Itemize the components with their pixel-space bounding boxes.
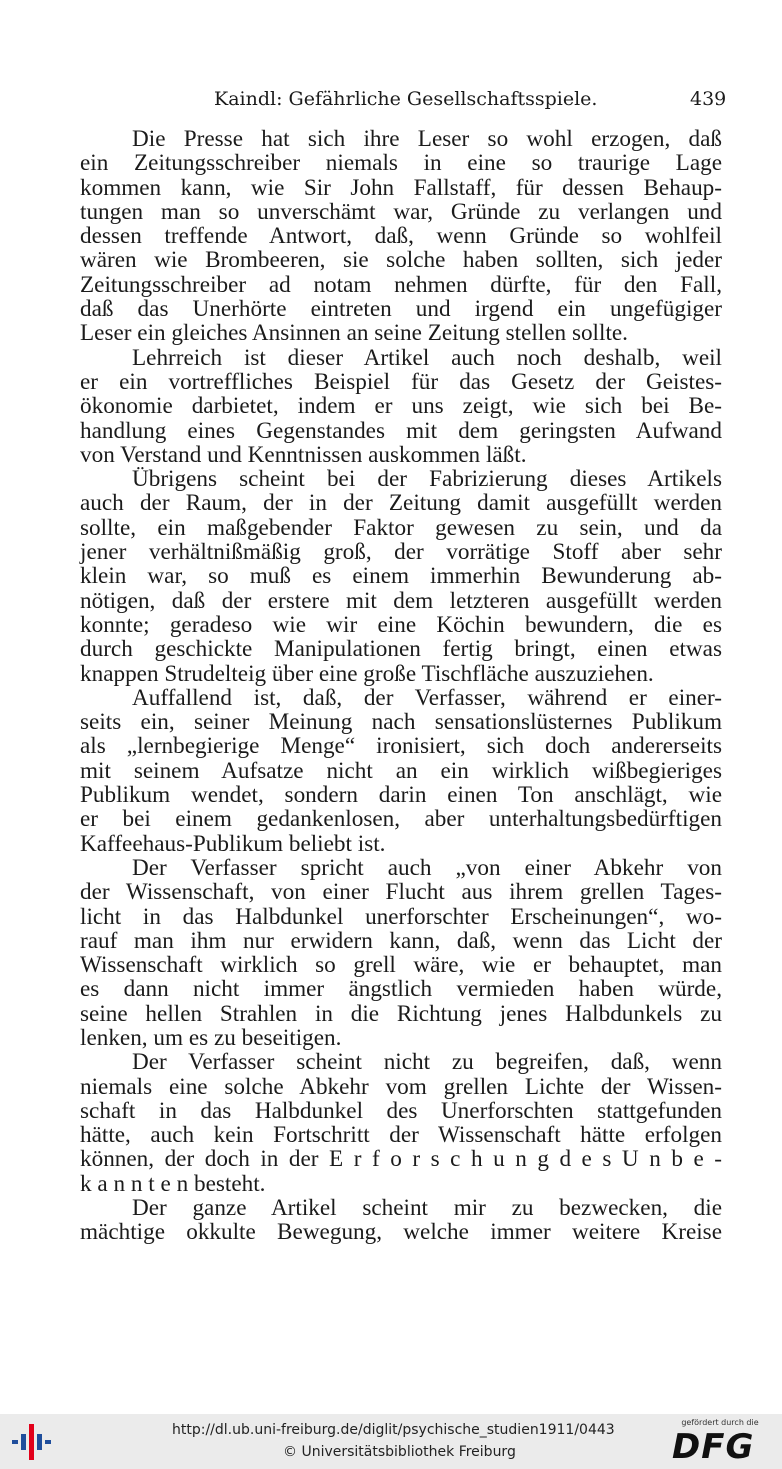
text-line: k a n n t e n besteht. [80, 1170, 266, 1197]
text-line: lenken, um es zu beseitigen. [80, 1024, 342, 1051]
page-body-text [80, 127, 722, 1245]
text-line: niemals eine solche Abkehr vom grellen Lichte der Wissen- [80, 1073, 722, 1100]
text-line: Lehrreich ist dieser Artikel auch noch deshalb, weil [132, 344, 722, 371]
copyright-notice: © Universitätsbibliothek Freiburg [283, 1444, 516, 1460]
text-line: auch der Raum, der in der Zeitung damit ausgefüllt werden [80, 490, 722, 517]
text-line: tungen man so unverschämt war, Gründe zu verlangen und [80, 198, 722, 225]
text-line: Der Verfasser spricht auch „von einer Abkehr von [132, 854, 722, 881]
text-line: nötigen, daß der erstere mit dem letzteren ausgefüllt werden [80, 587, 722, 614]
text-line: mit seinem Aufsatze nicht an ein wirklich wißbegieriges [80, 757, 722, 784]
text-line: dessen treffende Antwort, daß, wenn Gründe so wohlfeil [80, 223, 722, 250]
page-number: 439 [690, 88, 727, 110]
text-line: jener verhältnißmäßig groß, der vorrätige Stoff aber sehr [80, 539, 722, 566]
text-line: Wissenschaft wirklich so grell wäre, wie er behauptet, man [80, 952, 722, 979]
text-line: von Verstand und Kenntnissen auskommen läßt. [80, 441, 527, 468]
text-line: ökonomie darbietet, indem er uns zeigt, wie sich bei Be- [80, 393, 722, 420]
text-line: er bei einem gedankenlosen, aber unterhaltungsbedürftigen [80, 806, 722, 833]
running-header [0, 82, 782, 116]
text-line: Zeitungsschreiber ad notam nehmen dürfte, für den Fall, [80, 271, 722, 298]
text-line: licht in das Halbdunkel unerforschter Erscheinungen“, wo- [80, 903, 722, 930]
text-line: sollte, ein maßgebender Faktor gewesen zu sein, und da [80, 514, 722, 541]
text-line: klein war, so muß es einem immerhin Bewunderung ab- [80, 563, 722, 590]
footer-bar [0, 1414, 782, 1469]
text-line: Der Verfasser scheint nicht zu begreifen, daß, wenn [132, 1049, 722, 1076]
text-line: seine hellen Strahlen in die Richtung jenes Halbdunkels zu [80, 1000, 722, 1027]
text-line: mächtige okkulte Bewegung, welche immer weitere Kreise [80, 1219, 722, 1246]
text-line: daß das Unerhörte eintreten und irgend ein ungefügiger [80, 296, 722, 323]
ub-freiburg-logo-icon [10, 1422, 52, 1462]
funded-by-label: gefördert durch die [681, 1418, 759, 1427]
text-line: als „lernbegierige Menge“ ironisiert, sich doch andererseits [80, 733, 722, 760]
text-line: handlung eines Gegenstandes mit dem geringsten Aufwand [80, 417, 722, 444]
text-line: Leser ein gleiches Ansinnen an seine Zeitung stellen sollte. [80, 320, 628, 347]
text-line: es dann nicht immer ängstlich vermieden haben würde, [80, 976, 722, 1003]
text-line: seits ein, seiner Meinung nach sensationslüsternes Publikum [80, 709, 722, 736]
text-line: konnte; geradeso wie wir eine Köchin bewundern, die es [80, 611, 722, 638]
text-line: rauf man ihm nur erwidern kann, daß, wenn das Licht der [80, 927, 722, 954]
text-line: können, der doch in der E r f o r s c h u n g d e s U n b e - [80, 1146, 722, 1173]
text-line: schaft in das Halbdunkel des Unerforschten stattgefunden [80, 1097, 722, 1124]
text-line: der Wissenschaft, von einer Flucht aus ihrem grellen Tages- [80, 879, 722, 906]
text-line: kommen kann, wie Sir John Fallstaff, für dessen Behaup- [80, 174, 722, 201]
running-title: Kaindl: Gefährliche Gesellschaftsspiele. [214, 88, 598, 110]
text-line: Publikum wendet, sondern darin einen Ton anschlägt, wie [80, 782, 722, 809]
text-line: hätte, auch kein Fortschritt der Wissenschaft hätte erfolgen [80, 1122, 722, 1149]
text-line: durch geschickte Manipulationen fertig bringt, einen etwas [80, 636, 722, 663]
text-line: wären wie Brombeeren, sie solche haben sollten, sich jeder [80, 247, 722, 274]
text-line: knappen Strudelteig über eine große Tischfläche auszuziehen. [80, 660, 654, 687]
text-line: Der ganze Artikel scheint mir zu bezwecken, die [132, 1195, 722, 1222]
dfg-logo: DFG [672, 1427, 755, 1467]
source-url-link[interactable]: http://dl.ub.uni-freiburg.de/diglit/psychische_studien1911/0443 [172, 1422, 615, 1438]
text-line: Kaffeehaus-Publikum beliebt ist. [80, 830, 386, 857]
text-line: Die Presse hat sich ihre Leser so wohl erzogen, daß [132, 126, 722, 152]
text-line: Übrigens scheint bei der Fabrizierung dieses Artikels [132, 466, 722, 493]
text-line: Auffallend ist, daß, der Verfasser, während er einer- [132, 684, 722, 711]
text-line: ein Zeitungsschreiber niemals in eine so traurige Lage [80, 150, 722, 177]
text-line: er ein vortreffliches Beispiel für das Gesetz der Geistes- [80, 368, 722, 395]
